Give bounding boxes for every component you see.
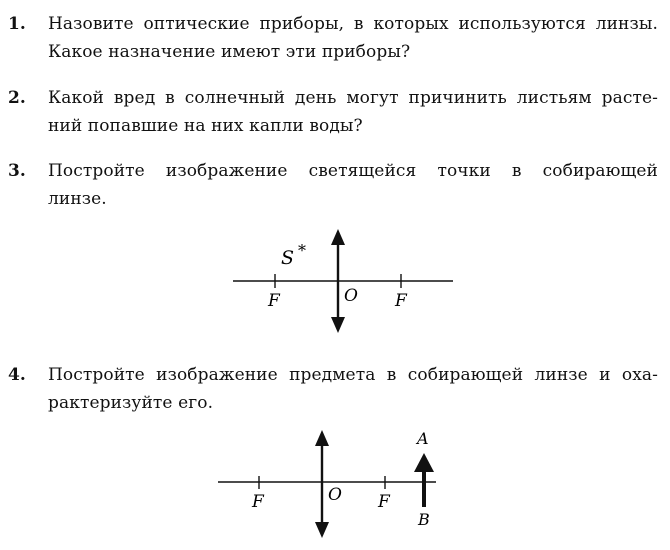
question-line: Какой вред в солнечный день могут причинить листьям расте- bbox=[48, 88, 658, 108]
question-text bbox=[48, 157, 658, 213]
label-focus-left: F bbox=[268, 291, 280, 311]
label-point-a: A bbox=[417, 429, 429, 448]
question-line: Какое назначение имеют эти приборы? bbox=[48, 42, 411, 62]
label-focus-right: F bbox=[395, 291, 407, 311]
question-line: Постройте изображение светящейся точки в собирающей bbox=[48, 161, 658, 181]
label-center-o: O bbox=[344, 286, 358, 306]
label-center-o: O bbox=[328, 485, 342, 505]
question-number: 1. bbox=[8, 14, 26, 34]
label-focus-left: F bbox=[252, 492, 264, 512]
question-line: Назовите оптические приборы, в которых используются линзы. bbox=[48, 14, 658, 34]
question-text bbox=[48, 10, 658, 66]
object-arrow-head bbox=[414, 453, 434, 472]
question-line: линзе. bbox=[48, 189, 107, 209]
question-line: Постройте изображение предмета в собирающей линзе и оха- bbox=[48, 365, 658, 385]
question-line: ний попавшие на них капли воды? bbox=[48, 116, 363, 136]
question-number: 2. bbox=[8, 88, 26, 108]
label-point-b: B bbox=[418, 510, 430, 529]
lens-arrow-top bbox=[331, 229, 345, 245]
lens-arrow-bottom bbox=[331, 317, 345, 333]
point-marker: * bbox=[298, 241, 306, 260]
lens-arrow-bottom bbox=[315, 522, 329, 538]
question-number: 4. bbox=[8, 365, 26, 385]
label-point-s: S bbox=[281, 247, 295, 269]
question-line: рактеризуйте его. bbox=[48, 393, 214, 413]
question-text bbox=[48, 361, 658, 417]
label-focus-right: F bbox=[378, 492, 390, 512]
question-text bbox=[48, 84, 658, 140]
lens-arrow-top bbox=[315, 430, 329, 446]
question-number: 3. bbox=[8, 161, 26, 181]
